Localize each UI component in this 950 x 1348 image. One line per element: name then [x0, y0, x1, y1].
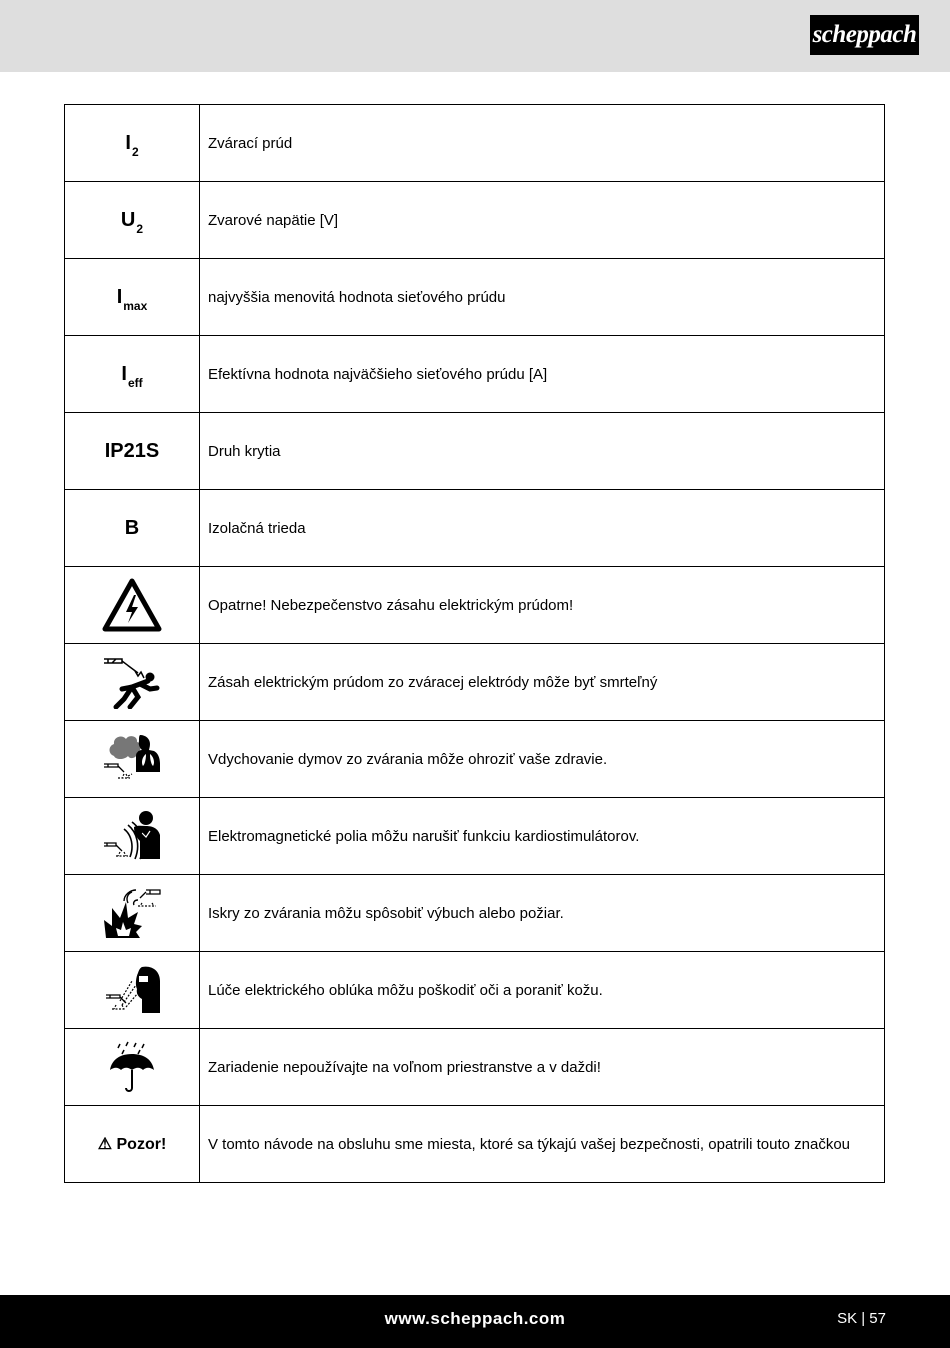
- pozor-warning-label: ⚠ Pozor!: [97, 1136, 167, 1153]
- table-row: [65, 644, 885, 721]
- symbol-cell: [65, 952, 200, 1029]
- symbol-cell: [65, 490, 200, 567]
- welding-fumes-icon: [102, 732, 162, 786]
- symbol-cell: [65, 1106, 200, 1183]
- description-cell: Zariadenie nepoužívajte na voľnom priestranstve a v daždi!: [200, 1029, 885, 1106]
- description-cell: Zvarové napätie [V]: [200, 182, 885, 259]
- table-row: [65, 875, 885, 952]
- symbol-cell: [65, 644, 200, 721]
- symbol-ip21s: IP21S: [104, 439, 160, 462]
- umbrella-rain-icon: [102, 1040, 162, 1094]
- symbol-cell: [65, 567, 200, 644]
- high-voltage-warning-icon: [102, 578, 162, 632]
- description-cell: Opatrne! Nebezpečenstvo zásahu elektrickým prúdom!: [200, 567, 885, 644]
- description-cell: Efektívna hodnota najväčšieho sieťového prúdu [A]: [200, 336, 885, 413]
- table-row: [65, 952, 885, 1029]
- page-number: SK | 57: [837, 1310, 886, 1327]
- symbols-table: [64, 104, 885, 1183]
- symbol-ieff: $I_{eff}$: [121, 362, 143, 390]
- symbol-imax: $I_{max}$: [116, 285, 148, 313]
- symbol-cell: [65, 336, 200, 413]
- description-cell: Izolačná trieda: [200, 490, 885, 567]
- electric-shock-electrode-icon: [102, 655, 162, 709]
- description-cell: Elektromagnetické polia môžu narušiť funkciu kardiostimulátorov.: [200, 798, 885, 875]
- symbol-cell: [65, 1029, 200, 1106]
- description-cell: Druh krytia: [200, 413, 885, 490]
- symbol-b: B: [124, 516, 140, 539]
- symbol-cell: [65, 413, 200, 490]
- description-cell: V tomto návode na obsluhu sme miesta, ktoré sa týkajú vašej bezpečnosti, opatrili touto značkou: [200, 1106, 885, 1183]
- table-row: [65, 413, 885, 490]
- table-row: [65, 1029, 885, 1106]
- arc-rays-icon: [102, 963, 162, 1017]
- symbol-i2: $I_2$: [125, 131, 139, 159]
- table-row: [65, 721, 885, 798]
- symbol-cell: [65, 105, 200, 182]
- website-url: www.scheppach.com: [384, 1309, 566, 1328]
- table-row: [65, 798, 885, 875]
- table-row: [65, 490, 885, 567]
- sparks-explosion-icon: [102, 886, 162, 940]
- symbol-cell: [65, 259, 200, 336]
- description-cell: Lúče elektrického oblúka môžu poškodiť oči a poraniť kožu.: [200, 952, 885, 1029]
- description-cell: Zvárací prúd: [200, 105, 885, 182]
- description-cell: Zásah elektrickým prúdom zo zváracej elektródy môže byť smrteľný: [200, 644, 885, 721]
- description-cell: najvyššia menovitá hodnota sieťového prúdu: [200, 259, 885, 336]
- description-cell: Vdychovanie dymov zo zvárania môže ohroziť vaše zdravie.: [200, 721, 885, 798]
- electromagnetic-field-icon: [102, 809, 162, 863]
- description-cell: Iskry zo zvárania môžu spôsobiť výbuch alebo požiar.: [200, 875, 885, 952]
- symbol-cell: [65, 182, 200, 259]
- table-row: [65, 182, 885, 259]
- table-row: [65, 1106, 885, 1183]
- symbol-u2: $U_2$: [120, 208, 144, 236]
- symbol-cell: [65, 875, 200, 952]
- table-row: [65, 105, 885, 182]
- symbol-cell: [65, 721, 200, 798]
- scheppach-logo: scheppach: [810, 15, 919, 55]
- table-row: [65, 259, 885, 336]
- footer-bar: [0, 1295, 950, 1348]
- header-bar: [0, 0, 950, 72]
- table-row: [65, 567, 885, 644]
- symbol-cell: [65, 798, 200, 875]
- table-row: [65, 336, 885, 413]
